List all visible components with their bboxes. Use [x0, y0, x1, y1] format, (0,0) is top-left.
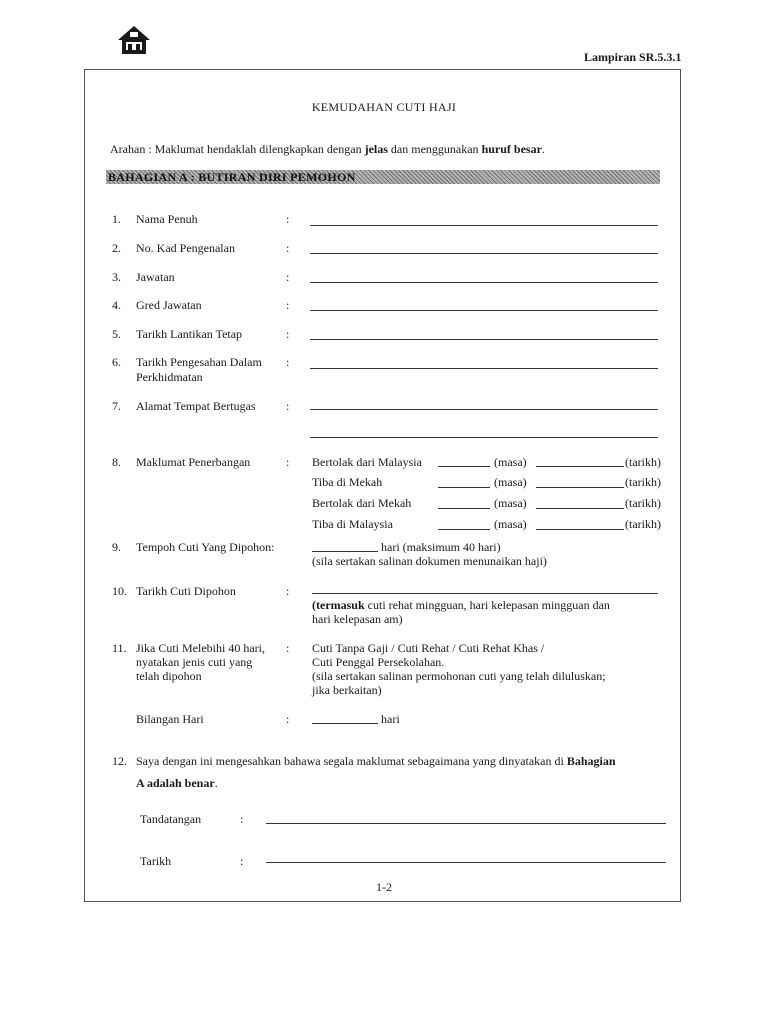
jawatan-input-line[interactable] [310, 282, 658, 283]
instructions-bold-jelas: jelas [364, 142, 388, 156]
house-logo-icon [116, 24, 152, 56]
field-6-label: Tarikh Pengesahan Dalam [136, 355, 262, 369]
field-2-number: 2. [112, 241, 121, 255]
flight-row-3-tarikh: (tarikh) [625, 496, 661, 510]
tarikh-input-line[interactable] [266, 862, 666, 863]
field-2-label: No. Kad Pengenalan [136, 241, 235, 255]
flight-row-2-masa: (masa) [494, 475, 527, 489]
alamat-input-line-1[interactable] [310, 409, 658, 410]
declaration-bold-benar: A adalah benar [136, 776, 215, 790]
tarikh-cuti-note-2: hari kelepasan am) [312, 612, 403, 626]
instructions-bold-huruf-besar: huruf besar [481, 142, 542, 156]
flight-row-1-tarikh: (tarikh) [625, 455, 661, 469]
instructions [110, 142, 545, 157]
bilangan-hari-unit: hari [381, 712, 400, 726]
field-11-number: 11. [112, 641, 127, 655]
declaration-text [136, 754, 616, 768]
field-8-number: 8. [112, 455, 121, 469]
tempoh-text-1: hari (maksimum 40 hari) [381, 540, 501, 554]
flight-row-3-tarikh-input[interactable] [536, 508, 624, 509]
flight-row-3-masa-input[interactable] [438, 508, 490, 509]
tandatangan-label: Tandatangan [140, 812, 202, 826]
field-11-label-2: nyatakan jenis cuti yang [136, 655, 253, 669]
instructions-middle: dan menggunakan [387, 142, 482, 156]
field-11-option-4: jika berkaitan) [312, 683, 382, 697]
field-7-number: 7. [112, 399, 121, 413]
field-12-number: 12. [112, 754, 127, 768]
alamat-input-line-2[interactable] [310, 437, 658, 438]
flight-row-3-label: Bertolak dari Mekah [312, 496, 412, 510]
field-4-number: 4. [112, 298, 121, 312]
field-11-colon: : [286, 641, 290, 655]
field-5-colon: : [286, 327, 290, 341]
field-7-colon: : [286, 399, 290, 413]
field-9-number: 9. [112, 540, 121, 554]
flight-row-4-masa: (masa) [494, 517, 527, 531]
field-3-label: Jawatan [136, 270, 175, 284]
flight-row-2-tarikh: (tarikh) [625, 475, 661, 489]
tarikh-cuti-input-line[interactable] [312, 593, 658, 594]
tandatangan-colon: : [240, 812, 244, 826]
field-11-option-1: Cuti Tanpa Gaji / Cuti Rehat / Cuti Rehat Khas / [312, 641, 545, 655]
tarikh-lantikan-input-line[interactable] [310, 339, 658, 340]
field-6-colon: : [286, 355, 290, 369]
field-11-label-3: telah dipohon [136, 669, 202, 683]
field-10-number: 10. [112, 584, 127, 598]
field-9-label: Tempoh Cuti Yang Dipohon: [136, 540, 275, 554]
section-a-heading: BAHAGIAN A : BUTIRAN DIRI PEMOHON [108, 170, 356, 184]
flight-row-4-tarikh: (tarikh) [625, 517, 661, 531]
field-5-label: Tarikh Lantikan Tetap [136, 327, 243, 341]
field-6-label-line2: Perkhidmatan [136, 370, 203, 384]
field-7-label: Alamat Tempat Bertugas [136, 399, 256, 413]
flight-row-4-tarikh-input[interactable] [536, 529, 624, 530]
flight-row-4-masa-input[interactable] [438, 529, 490, 530]
tandatangan-input-line[interactable] [266, 823, 666, 824]
tarikh-label: Tarikh [140, 854, 172, 868]
field-10-colon: : [286, 584, 290, 598]
declaration-end: . [214, 776, 218, 790]
flight-row-1-tarikh-input[interactable] [536, 466, 624, 467]
tempoh-text-2: (sila sertakan salinan dokumen menunaikan haji) [312, 554, 547, 568]
field-2-colon: : [286, 241, 290, 255]
flight-row-2-tarikh-input[interactable] [536, 487, 624, 488]
field-4-label: Gred Jawatan [136, 298, 202, 312]
field-1-colon: : [286, 212, 290, 226]
field-4-colon: : [286, 298, 290, 312]
field-11-option-3: (sila sertakan salinan permohonan cuti yang telah diluluskan; [312, 669, 606, 683]
flight-row-2-label: Tiba di Mekah [312, 475, 383, 489]
gred-jawatan-input-line[interactable] [310, 310, 658, 311]
declaration-text-main: Saya dengan ini mengesahkan bahawa segala maklumat sebagaimana yang dinyatakan di [136, 754, 567, 768]
tarikh-cuti-note-rest: cuti rehat mingguan, hari kelepasan mingguan dan [364, 598, 610, 612]
flight-row-4-label: Tiba di Malaysia [312, 517, 393, 531]
declaration-bold-bahagian: Bahagian [566, 754, 616, 768]
field-5-number: 5. [112, 327, 121, 341]
tarikh-pengesahan-input-line[interactable] [310, 368, 658, 369]
field-10-label: Tarikh Cuti Dipohon [136, 584, 236, 598]
page-number: 1-2 [376, 880, 392, 894]
flight-row-1-label: Bertolak dari Malaysia [312, 455, 422, 469]
instructions-prefix: Arahan : Maklumat hendaklah dilengkapkan dengan [110, 142, 365, 156]
tarikh-colon: : [240, 854, 244, 868]
instructions-suffix: . [541, 142, 545, 156]
field-1-label: Nama Penuh [136, 212, 198, 226]
kad-pengenalan-input-line[interactable] [310, 253, 658, 254]
flight-row-1-masa: (masa) [494, 455, 527, 469]
field-3-number: 3. [112, 270, 121, 284]
tarikh-cuti-note-bold: (termasuk [312, 598, 365, 612]
form-title: KEMUDAHAN CUTI HAJI [311, 100, 457, 114]
bilangan-hari-input[interactable] [312, 723, 378, 724]
declaration-text-2 [136, 776, 218, 790]
flight-row-2-masa-input[interactable] [438, 487, 490, 488]
flight-row-3-masa: (masa) [494, 496, 527, 510]
field-11-option-2: Cuti Penggal Persekolahan. [312, 655, 445, 669]
field-8-label: Maklumat Penerbangan [136, 455, 251, 469]
tempoh-hari-input[interactable] [312, 551, 378, 552]
flight-row-1-masa-input[interactable] [438, 466, 490, 467]
field-1-number: 1. [112, 212, 121, 226]
field-8-colon: : [286, 455, 290, 469]
field-3-colon: : [286, 270, 290, 284]
nama-penuh-input-line[interactable] [310, 225, 658, 226]
field-11-label-1: Jika Cuti Melebihi 40 hari, [136, 641, 265, 655]
bilangan-hari-label: Bilangan Hari [136, 712, 204, 726]
bilangan-hari-colon: : [286, 712, 290, 726]
lampiran-reference: Lampiran SR.5.3.1 [584, 50, 682, 64]
tarikh-cuti-note [312, 598, 610, 612]
field-6-number: 6. [112, 355, 121, 369]
